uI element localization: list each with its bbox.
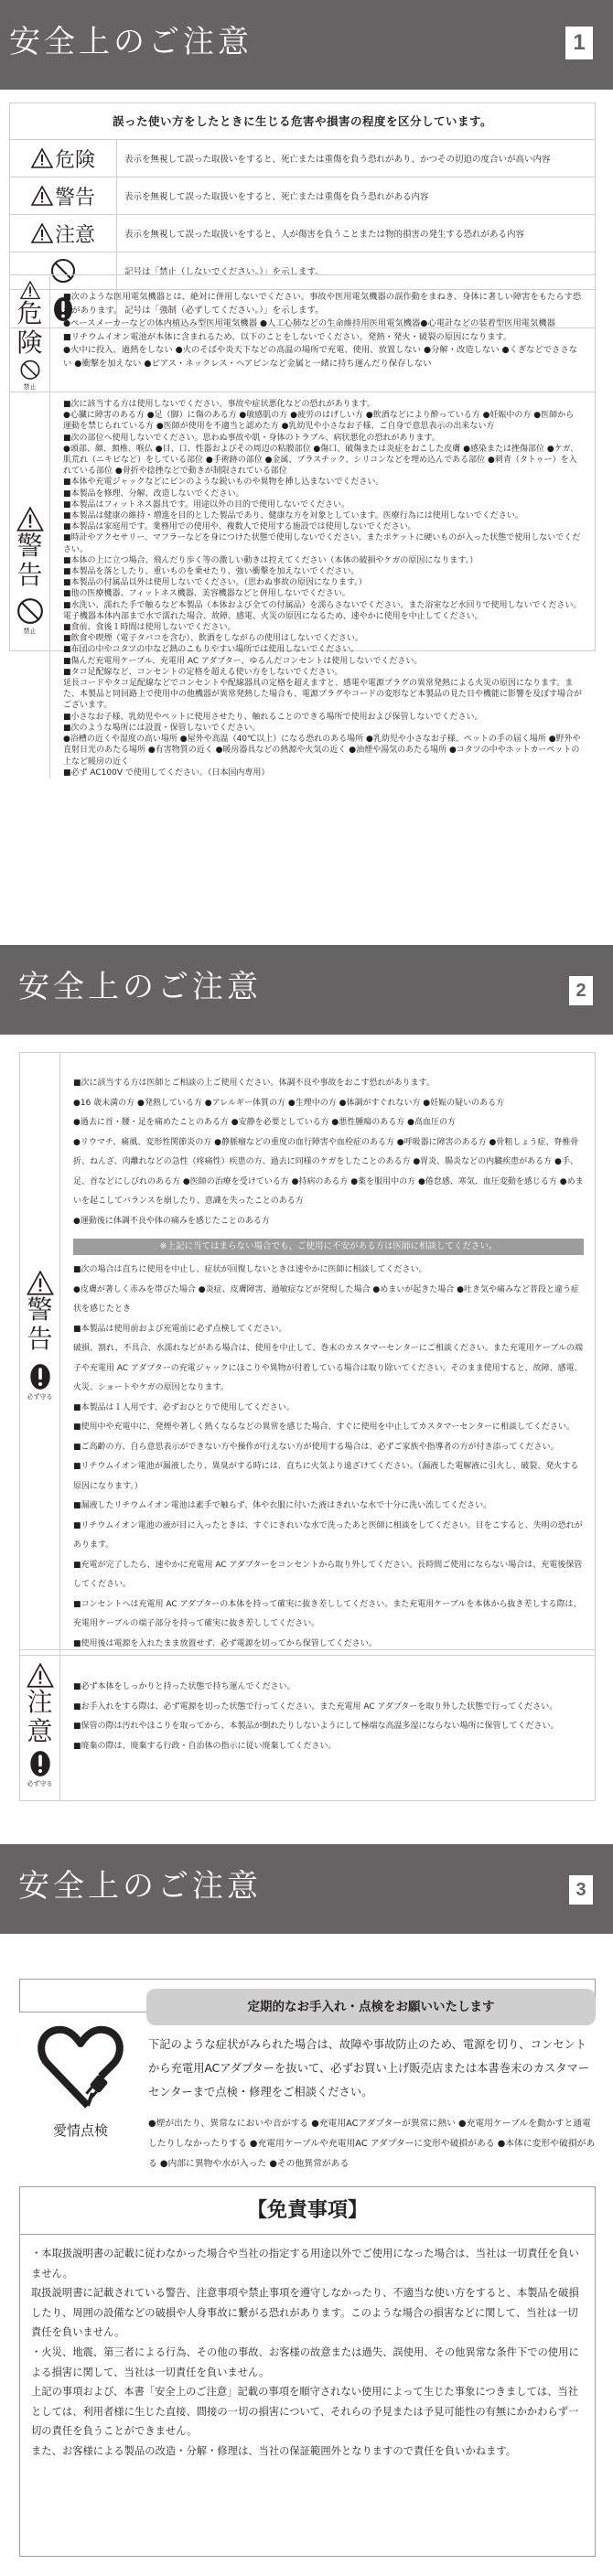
legend-description: 記号は「禁止（しないでください。）」を示します。 (124, 267, 324, 277)
legend-symbol-label: 警告 (54, 186, 95, 209)
care-subheader: 定期的なお手入れ・点検をお願いいたします (146, 1989, 596, 2025)
legend-symbol-label: 危険 (54, 148, 95, 172)
legend-row-caution (10, 215, 595, 252)
consult-doctor-note: ※上記に当てはまらない場合でも、ご使用に不安がある方は医師に相談してください。 (73, 1239, 584, 1255)
mandatory-caption: 必ず守る (27, 1392, 53, 1401)
danger-label-bottom: 険 (16, 327, 43, 359)
caution-text: ■必ず本体をしっかりと持った状態で持ち運んでください。 ■お手入れをする際は、必ず電源を切った状態で行ってください。また充電用 AC アダプターを取り外した状態で行ってください。 ■保管の際は汚れやほこりを取ってから、本製品が倒れたりしないようにして極端な高温多湿にならない場所に保管してください。 ■廃棄の際は、廃棄する行政・自治体の指示に従い廃棄してください。 (73, 1682, 559, 1751)
warning-triangle-icon (31, 223, 53, 243)
legend-description: 表示を無視して誤った取扱いをすると、死亡または重傷を負う恐れがある内容 (124, 192, 429, 202)
legend-row-warning (10, 177, 595, 215)
mandatory-exclamation-icon (29, 1750, 51, 1777)
warning-label-bottom: 告 (27, 1323, 53, 1354)
mandatory-exclamation-icon (29, 1363, 51, 1390)
warning-label-bottom: 告 (16, 560, 43, 591)
care-icon-label: 愛情点検 (52, 2122, 108, 2139)
legend-description: 表示を無視して誤った取扱いをすると、死亡または重傷を負う恐れがあり、かつその切迫の度合いが高い内容 (124, 155, 551, 165)
warning-triangle-icon (16, 507, 44, 531)
panel-2-title: 安全上のご注意 (18, 969, 262, 1005)
danger-label-top: 危 (16, 298, 43, 329)
panel-3-number: 3 (569, 1875, 593, 1905)
panel-2-number: 2 (569, 976, 593, 1005)
care-icon-block (26, 2022, 135, 2140)
legend-description: 表示を無視して誤った取扱いをすると、人が傷害を負うことまたは物的損害の発生する恐れがある内容 (124, 230, 525, 240)
warning-triangle-icon (31, 148, 53, 168)
warning-text-1: ■次に該当する方は使用しないでください。事故や症状悪化などの恐れがあります。 ●心臓に障害のある方 ●足（脚）に傷のある方 ●敏感肌の方 ●疲労のはげしい方 ●飲酒などにより酔っている方 ●妊娠中の方 ●医師から運動を禁じられている方 ●医師が使用を不適当と認めた方 ●乳幼児や小さなお子様、ご自身で意思表示の出来ない方 ■次の部位へ使用しないでください。思わぬ事故や肌・身体のトラブル、病状悪化の恐れがあります。 ●頭部、顔、頚椎、喉仏 ●目、口、性器およびその周辺の粘膜部位 ●傷口、破傷または炎症をおこした皮膚 ●感染または挫傷部位 ●ケガ、肌荒れ（ニキビなど）をしている部位 ●手術跡の部位 ●金属、プラスチック、シリコンなどを埋め込んである部位 ●刺青（タトゥー）を入れている部位 ●骨折や捻挫などで動きが制限されている部位 ■本体や充電ジャックなどにピンのような鋭いものや異物を挿し込まないでください。 ■本製品を修理、分解、改造しないでください。 ■本製品はフィットネス器具です。用途以外の目的で使用しないでください。 ■本製品は健康の維持・増進を目的とした製品であり、健康な方を対象としています。医療行為には使用しないでください。 ■本製品は家庭用です。業務用での使用や、複数人で使用する施設では使用しないでください。 ■時計やアクセサリー、マフラーなどを身につけた状態で使用しないでください。またポケットに硬いものが入った状態で使用しないでください。 ■本体の上に立つ場合、飛んだり歩く等の激しい動きは控えてください（本体の破損やケガの原因になります。） ■本製品を落としたり、重いものを乗せたり、強い衝撃を加えないでください。 ■本製品の付属品以外は使用しないでください。（思わぬ事故の原因になります。） ■他の医療機器、フィットネス機器、美容機器などと併用しないでください。 ■水洗い、濡れた手で触るなど本製品（本体および全ての付属品）を濡らさないでください。また浴室など水回りで使用しないでください。 電子機器本体内部まで水で濡れた場合、故障、感電、火災の原因になるため、速やかに使用を中止してください。 ■食前、食後１時間は使用しないでください。 ■飲食や喫煙（電子タバコを含む）、飲酒をしながらの使用はしないでください。 ■布団の中やコタツの中など熱のこもりやすい場所では使用しないでください。 ■傷んだ充電用ケーブル、充電用 AC アダプター、ゆるんだコンセントは使用しないでください。 ■タコ足配線など、コンセントの定格を超える使い方をしないでください。 延長コードやタコ足配線などでコンセントや配線器具の定格を超えますと、感電や電源プラグの異常発熱による火災の原因になります。また、本製品と同回路上で使用中の他機器が異常発熱した場合も、電源プラグやコードの変形など本製品の見た目や機能に影響を及ぼす場合がございます。 ■小さなお子様、乳幼児やペットに使用させたり、触れることのできる場所で使用および保管しないでください。 ■次のような場所には設置・保管しないでください。 ●浴槽の近くや湿度の高い場所 ●屋外や高温（40℃以上）になる恐れのある場所 ●乳幼児や小さなお子様、ペットの手の届く場所 ●野外や直射日光のあたる場所 ●有害物質の近く ●暖房器具などの熱源や火気の近く ●油煙や湯気のあたる場所 ●コタツの中やホットカーペットの上など暖房の近く ■必ず AC100V で使用してください。（日本国内専用） (63, 400, 583, 778)
care-main-text: 下記のような症状がみられた場合は、故障や事故防止のため、電源を切り、コンセントから充電用ACアダプターを抜いて、必ずお買い上げ販売店または本書巻末のカスタマーセンターまで点検・修理をご相談ください。 (148, 2038, 590, 2098)
prohibited-caption: 禁止 (23, 628, 37, 636)
warning-label-top: 警 (16, 531, 43, 562)
warning-section-1 (10, 392, 595, 778)
danger-text: ■次のような医用電気機器とは、絶対に併用しないでください。事故や医用電気機器の誤作動をまねき、身体に著しい障害をもたらす恐れがあります。 ●ペースメーカーなどの体内植込み型医用電気機器 ●人工心肺などの生命維持用医用電気機器●心電計などの装着型医用電気機器 ■リチウムイオン電池が本体に含まれるため、以下のことをしないでください。発熱・発火・破裂の原因になります。 ●火中に投入、過熱をしない ●火のそばや炎天下などの高温の場所で充電、使用、放置しない ●分解・改造しない ●くぎなどでささない ●衝撃を加えない ●ピアス・ネックレス・ヘアピンなど金属と一緒に持ち運んだり保存しない (63, 292, 582, 369)
legend-symbol-label: 注意 (54, 223, 95, 247)
caution-box (19, 1649, 596, 1801)
mandatory-caption: 必ず守る (27, 1780, 53, 1787)
disclaimer-body: ・本取扱説明書の記載に従わなかった場合や当社の指定する用途以外でご使用になった場合は、当社は一切責任を負いません。 取扱説明書に記載されている警告、注意事項や禁止事項を遵守しなかったり、不適当な使い方をすると、本製品を破損したり、周囲の設備などの破損や人身事故に繋がる恐れがあります。このような場合の損害などに関して、当社は一切責任を負いません。 ・火災、地震、第三者による行為、その他の事故、お客様の故意または過失、誤使用、その他異常な条件下での使用による損害に関して、当社は一切責任を負いません。 上記の事項および、本書「安全上のご注意」記載の事項を順守されない使用によって生じた事象につきましては、当社としては、利用者様に生じた直接、間接の一切の損害について、それらの予見または予見可能性の有無にかかわらず一切の責任を負うことができません。 また、お客様による製品の改造・分解・修理は、当社の保証範囲外となりますので責任を負いかねます。 (31, 2248, 579, 2457)
care-symptom-list: ●煙が出たり、異常なにおいや音がする ●充電用ACアダプターが異常に熱い ●充電用ケーブルを動かすと通電したりしなかったりする ●充電用ケーブルや充電用AC アダプターに変形や破損がある ●本体に変形や破損がある ●内部に異物や水が入った ●その他異常がある (148, 2119, 596, 2169)
warning-text-2: ■次に該当する方は医師とご相談の上ご使用ください。体調不良や事故をおこす恐れがあります。 ●16 歳未満の方 ●発熱している方 ●アレルギー体質の方 ●生理中の方 ●体調がすぐれない方 ●妊娠の疑いのある方 ●過去に首・腰・足を痛めたことのある方 ●安静を必要としている方 ●悪性腫瘍のある方 ●高血圧の方 ●リウマチ、痛風、変形性関節炎の方 ●静脈瘤などの重度の血行障害や血栓症のある方 ●呼吸器に障害のある方 ●骨粗しょう症、脊椎骨折、ねんざ、肉離れなどの急性（疼痛性）疾患の方、過去に同様のケガをしたことのある方 ●胃炎、腸炎などの内臓疾患がある方 ●手、足、首などにしびれのある方 ●医師の治療を受けている方 ●持病のある方 ●薬を服用中の方 ●倦怠感、寒気、血圧変動を感じる方 ●めまいを起こしてバランスを崩したり、意識を失ったことのある方 ●運動後に体調不良や体の痛みを感じたことのある方 ※上記に当てはまらない場合でも、ご使用に不安がある方は医師に相談してください。 ■次の場合は直ちに使用を中止し、症状が回復しないときは速やかに医師に相談してください。 ●皮膚が著しく赤みを帯びた場合 ●炎症、皮膚障害、過敏症などが発現した場合 ●めまいが起きた場合 ●吐き気や痛みなど普段と違う症状を感じたとき ■本製品は使用前および充電前に必ず点検してください。 破損、割れ、不具合、水濡れなどがある場合は、使用を中止して、巻末のカスタマーセンターにご相談ください。また充電用ケーブルの端子や充電用 AC アダプターの充電ジャックにほこりや異物が付着している場合は取り除いてください。そのまま使用すると、故障、感電、火災、ショートやケガの原因となります。 ■本製品は１人用です、必ずおひとりで使用してください。 ■使用中や充電中に、発煙や著しく熱くなるなどの異常を感じた場合、すぐに使用を中止してカスタマーセンターに相談してください。 ■ご高齢の方、自ら意思表示ができない方や操作が行えない方が使用する場合は、必ずご家族や指導者の方が付き添ってください。 ■リチウムイオン電池が漏液したり、異臭がする時には、直ちに火気より遠ざけてください。（漏液した電解液に引火し、破裂、発火する原因になります。） ■漏液したリチウムイオン電池は素手で触らず、体や衣服に付いた液はきれいな水で十分に洗い流してください。 ■リチウムイオン電池の液が目に入ったときは、すぐにきれいな水で洗ったあと医師に相談をしてください。目をこすると、失明の恐れがあります。 ■充電が完了したら、速やかに充電用 AC アダプターをコンセントから取り外してください。長時間ご使用にならない場合は、充電後保管してください。 ■コンセントへは充電用 AC アダプターの本体を持って確実に抜き差ししてください。また充電用ケーブルを本体から抜き差しする際は、充電用ケーブルの端子部分を持って確実に抜き差ししてください。 ■使用後は電源を入れたまま放置せず、必ず電源を切ってから保管してください。 (73, 1079, 584, 1648)
legend-description: 記号は「強制（必ずしてください。）」を示します。 (124, 305, 324, 316)
prohibited-icon (16, 360, 44, 381)
danger-warning-box (9, 274, 596, 778)
disclaimer-title: 【免責事項】 (20, 2187, 595, 2235)
warning-triangle-icon (16, 281, 44, 299)
legend-header: 誤った使い方をしたときに生じる危害や損害の程度を区分しています。 (10, 103, 595, 140)
warning-label-top: 警 (27, 1293, 53, 1325)
warning-box-2 (19, 1052, 596, 1656)
panel-2-banner (0, 945, 613, 1035)
prohibited-icon (16, 597, 44, 625)
caution-label-bottom: 意 (27, 1716, 53, 1746)
heart-plug-icon (35, 2022, 126, 2113)
legend-row-danger (10, 140, 595, 177)
warning-triangle-icon (27, 1271, 54, 1295)
panel-1-title: 安全上のご注意 (9, 24, 253, 60)
caution-label-top: 注 (27, 1687, 53, 1717)
disclaimer-box (19, 2186, 596, 2557)
panel-1-number: 1 (565, 27, 593, 59)
panel-3-title: 安全上のご注意 (18, 1868, 262, 1905)
warning-triangle-icon (27, 1663, 54, 1688)
panel-1-banner (0, 0, 613, 90)
panel-3-banner (0, 1844, 613, 1934)
prohibited-caption: 禁止 (23, 383, 37, 391)
danger-section (10, 275, 595, 392)
warning-triangle-icon (31, 186, 53, 206)
